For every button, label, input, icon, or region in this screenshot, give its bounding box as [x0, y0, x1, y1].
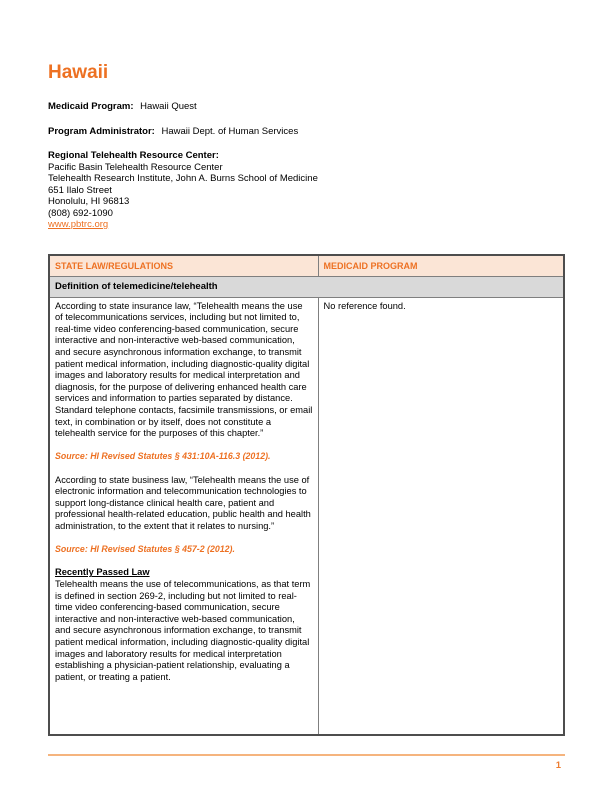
medicaid-program-line [48, 101, 565, 113]
recently-passed-law-heading: Recently Passed Law [55, 567, 150, 578]
no-reference-text: No reference found. [323, 300, 406, 311]
table-header-row [49, 255, 564, 277]
source-citation-2: Source: HI Revised Statutes § 457-2 (2012). [55, 544, 235, 555]
resource-center-street: 651 Ilalo Street [48, 184, 112, 196]
section-title-definition: Definition of telemedicine/telehealth [49, 277, 564, 298]
page-number: 1 [555, 760, 561, 771]
page-content [48, 62, 565, 736]
paragraph-insurance-law: According to state insurance law, “Telehealth means the use of telecommunications services, including but not limited to, real-time video conferencing-based communication, secure interactive and non-interactive web-based communication, and secure asynchronous information exchange, to transmit patient medical information, including diagnostic-quality digital images and laboratory results for medical interpretation and diagnosis, for the purpose of delivering enhanced health care services and information to parties separated by distance. Standard telephone contacts, facsimile transmissions, or email text, in combination or by itself, does not constitute a telehealth service for the purposes of this chapter.” [55, 300, 313, 439]
resource-center-name: Pacific Basin Telehealth Resource Center [48, 161, 223, 173]
program-administrator-line [48, 126, 565, 138]
resource-center-block [48, 150, 565, 231]
medicaid-program-cell [318, 297, 564, 735]
paragraph-business-law: According to state business law, “Telehealth means the use of electronic information and telecommunication technologies to support long-distance clinical health care, patient and professional health-related education, public health and health administration, to the extent that it relates to nursing.” [55, 474, 311, 531]
program-administrator-value: Hawaii Dept. of Human Services [161, 125, 299, 137]
column-header-state-law: STATE LAW/REGULATIONS [49, 255, 318, 277]
paragraph-recent-law: Telehealth means the use of telecommunications, as that term is defined in section 269-2, including but not limited to real-time video conferencing-based communication, secure interactive and non-interactive web-based communication, and secure asynchronous information exchange, to transmit patient medical information, including diagnostic-quality digital images and laboratory results for medical interpretation establishing a physician-patient relationship, evaluating a patient, or treating a patient. [55, 578, 311, 682]
resource-center-institute: Telehealth Research Institute, John A. Burns School of Medicine [48, 173, 318, 184]
resource-center-city: Honolulu, HI 96813 [48, 196, 130, 207]
resource-center-label: Regional Telehealth Resource Center: [48, 150, 219, 161]
program-administrator-label: Program Administrator: [48, 125, 155, 137]
state-law-table [48, 254, 565, 736]
resource-center-website-link[interactable]: www.pbtrc.org [48, 219, 109, 230]
source-citation-1: Source: HI Revised Statutes § 431:10A-116.3 (2012). [55, 451, 271, 462]
table-body-row [49, 297, 564, 735]
column-header-medicaid-program: MEDICAID PROGRAM [318, 255, 564, 277]
medicaid-program-label: Medicaid Program: [48, 101, 134, 112]
medicaid-program-value: Hawaii Quest [140, 101, 197, 112]
resource-center-phone: (808) 692-1090 [48, 207, 113, 219]
page-footer [48, 754, 565, 771]
footer-divider [48, 754, 565, 756]
page-title: Hawaii [48, 62, 109, 83]
state-law-cell [49, 297, 318, 735]
table-section-row [49, 277, 564, 298]
